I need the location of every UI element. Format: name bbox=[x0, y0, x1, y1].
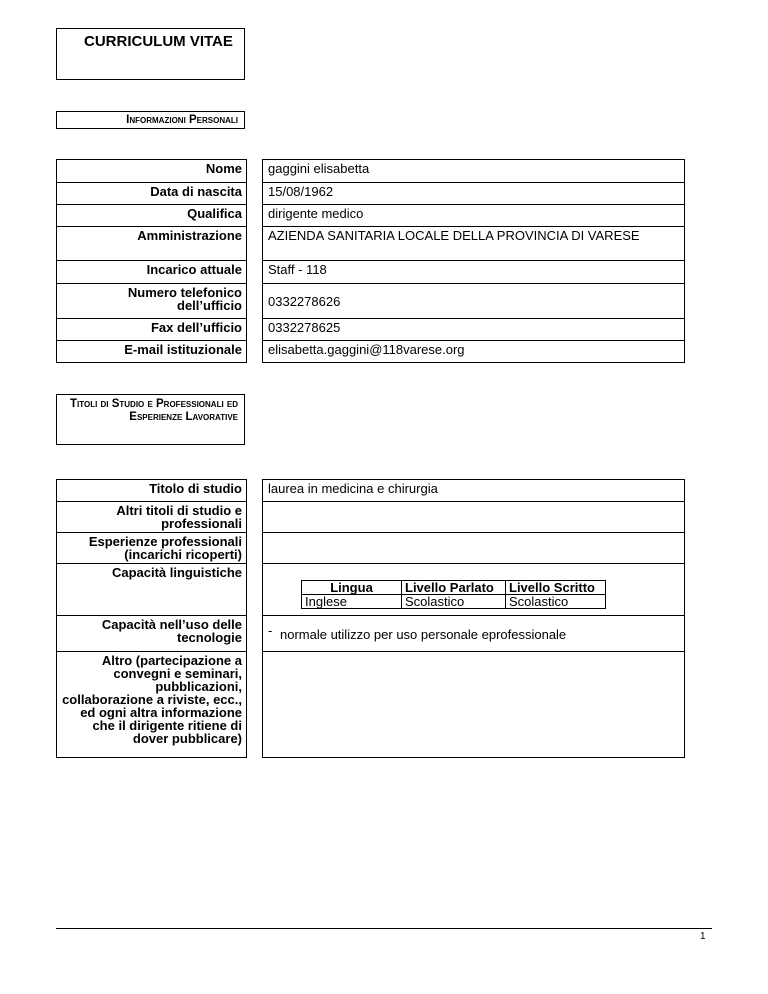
label-email: E-mail istituzionale bbox=[57, 341, 247, 363]
value-esperienze bbox=[263, 533, 685, 564]
label-titolo-studio: Titolo di studio bbox=[57, 480, 247, 502]
value-tecnologie-text: normale utilizzo per uso personale eprofessionale bbox=[280, 627, 567, 642]
label-data-nascita: Data di nascita bbox=[57, 183, 247, 205]
table-row bbox=[57, 284, 685, 319]
value-altri-titoli bbox=[263, 502, 685, 533]
table-row bbox=[57, 319, 685, 341]
language-header-parlato: Livello Parlato bbox=[402, 581, 506, 595]
page-number: 1 bbox=[700, 931, 706, 942]
value-telefono: 0332278626 bbox=[263, 284, 685, 319]
table-row bbox=[57, 533, 685, 564]
language-cell-parlato: Scolastico bbox=[402, 595, 506, 609]
language-row bbox=[302, 595, 606, 609]
cv-title: CURRICULUM VITAE bbox=[84, 33, 233, 50]
value-altro bbox=[263, 652, 685, 758]
section-header-personal bbox=[56, 111, 245, 129]
label-esperienze: Esperienze professionali (incarichi ricoperti) bbox=[57, 533, 247, 564]
value-email: elisabetta.gaggini@118varese.org bbox=[263, 341, 685, 363]
table-row bbox=[57, 261, 685, 284]
label-nome: Nome bbox=[57, 160, 247, 183]
personal-info-table bbox=[56, 159, 685, 363]
table-row bbox=[57, 160, 685, 183]
value-tecnologie bbox=[263, 616, 685, 652]
language-header-row bbox=[302, 581, 606, 595]
language-header-scritto: Livello Scritto bbox=[506, 581, 606, 595]
value-data-nascita: 15/08/1962 bbox=[263, 183, 685, 205]
table-row bbox=[57, 205, 685, 227]
label-altri-titoli: Altri titoli di studio e professionali bbox=[57, 502, 247, 533]
footer-divider bbox=[56, 928, 712, 929]
table-row bbox=[57, 183, 685, 205]
table-row bbox=[57, 227, 685, 261]
table-row bbox=[57, 341, 685, 363]
value-nome: gaggini elisabetta bbox=[263, 160, 685, 183]
section-personal-label: Informazioni Personali bbox=[126, 114, 238, 126]
label-capacita-linguistiche: Capacità linguistiche bbox=[57, 564, 247, 616]
label-fax: Fax dell’ufficio bbox=[57, 319, 247, 341]
table-row bbox=[57, 616, 685, 652]
titoli-table bbox=[56, 479, 685, 758]
value-incarico: Staff - 118 bbox=[263, 261, 685, 284]
label-altro: Altro (partecipazione a convegni e seminari, pubblicazioni, collaborazione a riviste, ecc., ed ogni altra informazione che il dirigente ritiene di dover pubblicare) bbox=[57, 652, 247, 758]
table-row bbox=[57, 652, 685, 758]
value-fax: 0332278625 bbox=[263, 319, 685, 341]
label-amministrazione: Amministrazione bbox=[57, 227, 247, 261]
value-amministrazione: AZIENDA SANITARIA LOCALE DELLA PROVINCIA DI VARESE bbox=[263, 227, 685, 261]
label-telefono: Numero telefonico dell’ufficio bbox=[57, 284, 247, 319]
value-capacita-linguistiche bbox=[263, 564, 685, 616]
table-row bbox=[57, 480, 685, 502]
section-header-titoli bbox=[56, 394, 245, 445]
table-row bbox=[57, 564, 685, 616]
value-qualifica: dirigente medico bbox=[263, 205, 685, 227]
cv-title-box bbox=[56, 28, 245, 80]
language-table bbox=[301, 580, 606, 609]
bullet-dash: - bbox=[268, 623, 273, 638]
label-qualifica: Qualifica bbox=[57, 205, 247, 227]
language-header-lingua: Lingua bbox=[302, 581, 402, 595]
language-cell-scritto: Scolastico bbox=[506, 595, 606, 609]
section-titoli-label: Titoli di Studio e Professionali ed Esperienze Lavorative bbox=[70, 398, 238, 423]
value-titolo-studio: laurea in medicina e chirurgia bbox=[263, 480, 685, 502]
label-incarico: Incarico attuale bbox=[57, 261, 247, 284]
table-row bbox=[57, 502, 685, 533]
language-cell-lingua: Inglese bbox=[302, 595, 402, 609]
label-tecnologie: Capacità nell’uso delle tecnologie bbox=[57, 616, 247, 652]
